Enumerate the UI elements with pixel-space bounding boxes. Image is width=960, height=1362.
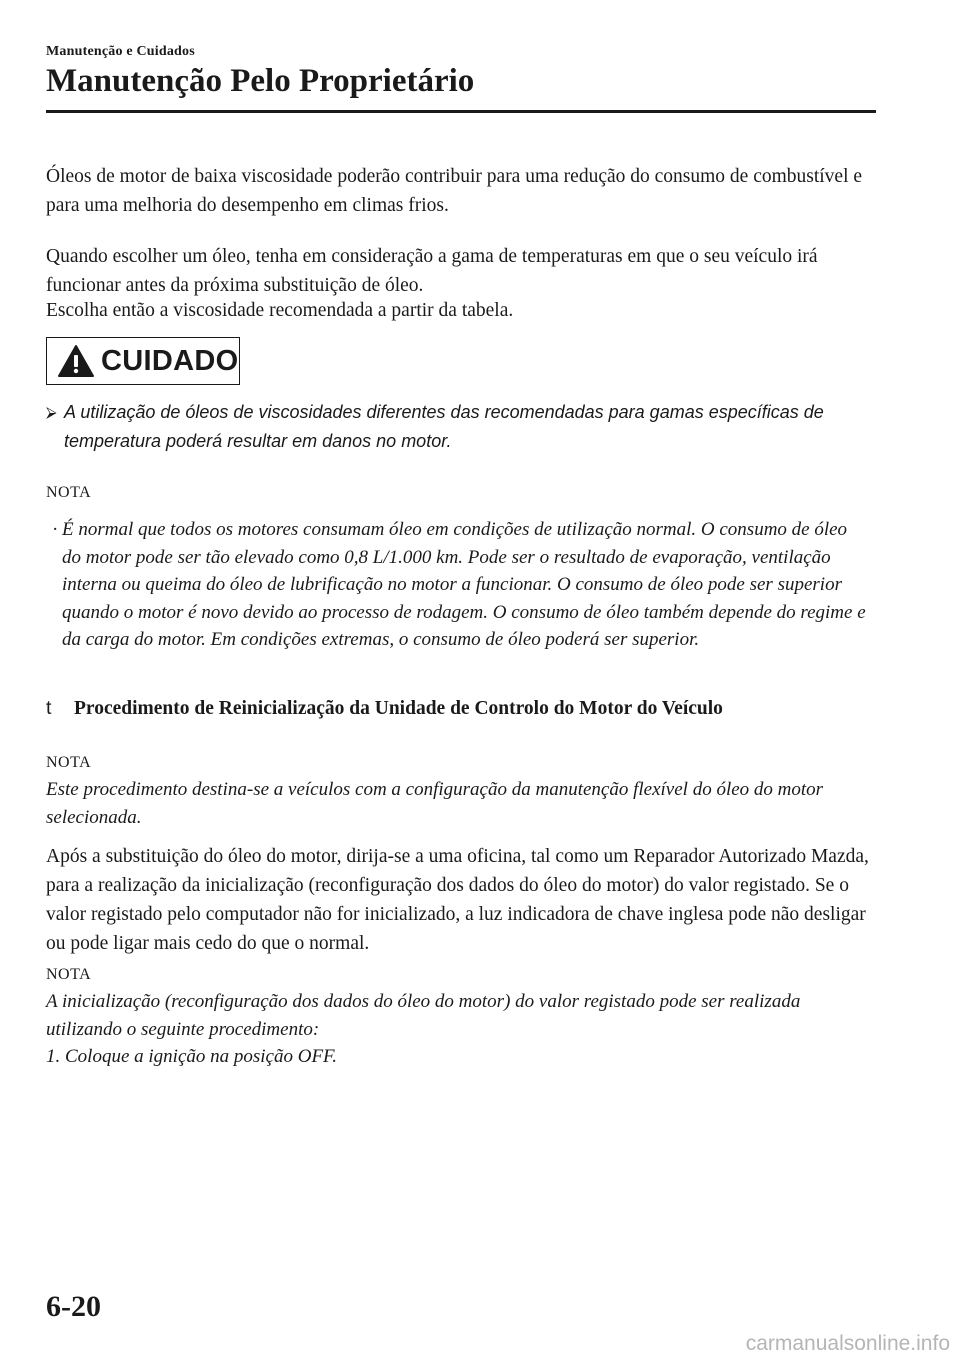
warning-triangle-icon [57,344,95,378]
note-label-3: NOTA [46,966,92,983]
note-procedure-scope: Este procedimento destina-se a veículos com a configuração da manutenção flexível do óleo do motor selecionada. [46,779,824,828]
caution-text: A utilização de óleos de viscosidades diferentes das recomendadas para gamas específicas de temperatura poderá resultar em danos no motor. [64,402,824,451]
bullet-dot-icon: · [52,519,59,540]
page-number: 6-20 [46,1290,101,1323]
arrow-bullet-icon: ⮚ [46,404,57,421]
paragraph-choose-oil: Quando escolher um óleo, tenha em consideração a gama de temperaturas em que o seu veículo irá funcionar antes da próxima substituição de óleo. [46,246,818,296]
caution-label: CUIDADO [101,344,239,377]
subsection-title: Procedimento de Reinicialização da Unidade de Controlo do Motor do Veículo [74,698,723,719]
note-oil-consumption [52,516,870,654]
note-label-2: NOTA [46,754,92,771]
paragraph-after-oil-change: Após a substituição do óleo do motor, dirija-se a uma oficina, tal como um Reparador Autorizado Mazda, para a realização da inicialização (reconfiguração dos dados do óleo do motor) do valor registado. Se o valor registado pelo computador não for inicializado, a luz indicadora de chave inglesa pode não desligar ou pode ligar mais cedo do que o normal. [46,846,869,954]
section-name: Manutenção e Cuidados [46,44,195,59]
title-divider [46,110,876,113]
page-title: Manutenção Pelo Proprietário [46,63,475,99]
paragraph-low-viscosity: Óleos de motor de baixa viscosidade poderão contribuir para uma redução do consumo de combustível e para uma melhoria do desempenho em climas frios. [46,166,863,216]
paragraph-choose-viscosity: Escolha então a viscosidade recomendada a partir da tabela. [46,300,514,321]
caution-item [46,398,876,456]
subsection-heading [46,694,876,723]
step-1: 1. Coloque a ignição na posição OFF. [46,1046,337,1067]
note-label-1: NOTA [46,484,92,501]
note-oil-consumption-text: É normal que todos os motores consumam óleo em condições de utilização normal. O consumo de óleo do motor pode ser tão elevado como 0,8 L/1.000 km. Pode ser o resultado de evaporação, ventilação interna ou queima do óleo de lubrificação no motor a funcionar. O consumo de óleo pode ser superior quando o motor é novo devido ao processo de rodagem. O consumo de óleo também depende do regime e da carga do motor. Em condições extremas, o consumo de óleo poderá ser superior. [62,519,866,650]
watermark: carmanualsonline.info [745,1332,950,1355]
subsection-marker-icon: t [46,697,52,719]
note-initialization: A inicialização (reconfiguração dos dados do óleo do motor) do valor registado pode ser realizada utilizando o seguinte procedimento: [46,991,801,1040]
caution-header [46,337,240,385]
